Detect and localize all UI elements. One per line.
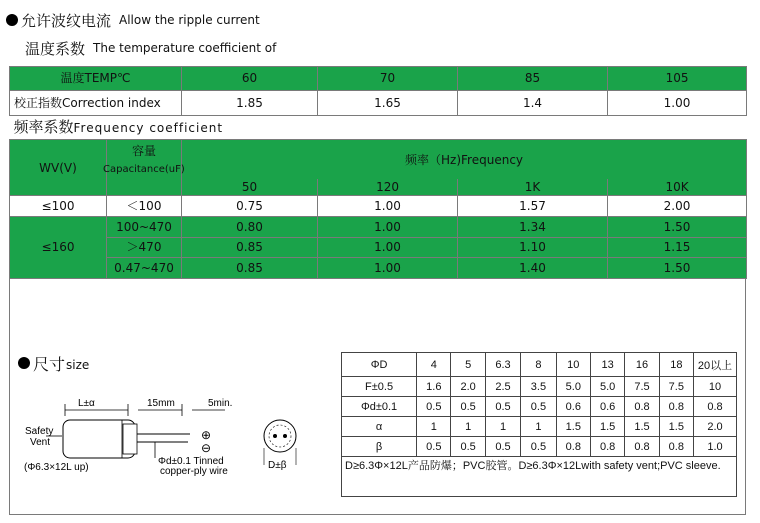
size-cell: 1.5 (625, 417, 659, 437)
correction-row-label: 校正指数Correction index (10, 90, 182, 115)
size-header-cell: 10 (556, 353, 590, 377)
size-cell: 3.5 (521, 377, 556, 397)
size-cell: 2.0 (451, 377, 485, 397)
size-cell: 0.5 (417, 437, 451, 457)
length-label: L±α (78, 398, 95, 409)
size-cell: 1 (485, 417, 520, 437)
table-row (10, 216, 747, 237)
table-row (342, 397, 737, 417)
size-heading-en: size (66, 357, 90, 372)
size-cell: 0.6 (590, 397, 624, 417)
ripple-heading-en: Allow the ripple current (119, 13, 260, 27)
size-range-label: (Φ6.3×12L up) (24, 462, 89, 473)
table-row (10, 258, 747, 279)
size-header-cell: 4 (417, 353, 451, 377)
ripple-heading-zh: 允许波纹电流 (21, 11, 112, 30)
size-cell: β (342, 437, 417, 457)
capacitor-seal (123, 424, 137, 454)
value-cell: 1.15 (608, 237, 747, 258)
temperature-cell: 60 (182, 67, 318, 91)
frequency-cell: 120 (318, 179, 458, 196)
temperature-heading-en: The temperature coefficient of (93, 41, 277, 55)
capacitance-header-en: Capacitance(uF) (103, 164, 185, 176)
value-cell: 1.50 (608, 258, 747, 279)
correction-cell: 1.00 (608, 90, 747, 115)
size-cell: 5.0 (590, 377, 624, 397)
value-cell: 1.57 (458, 196, 608, 217)
size-header-cell: 8 (521, 353, 556, 377)
temperature-heading (25, 38, 276, 58)
value-cell: 0.85 (182, 237, 318, 258)
top-view-diagram (255, 413, 310, 478)
wv-cell: ≤100 (10, 196, 107, 217)
size-heading (18, 352, 89, 374)
size-cell: 0.5 (521, 437, 556, 457)
frequency-header: 频率（Hz)Frequency (182, 140, 747, 179)
temperature-row-header: 温度TEMP℃ (10, 67, 182, 91)
size-cell: 10 (694, 377, 737, 397)
size-header-cell: 18 (659, 353, 693, 377)
frequency-cell: 50 (182, 179, 318, 196)
plus-icon: ⊕ (201, 428, 212, 442)
temperature-cell: 105 (608, 67, 747, 91)
value-cell: 1.00 (318, 237, 458, 258)
correction-cell: 1.65 (318, 90, 458, 115)
table-row (342, 417, 737, 437)
temperature-heading-zh: 温度系数 (25, 39, 86, 58)
size-cell: 0.5 (521, 397, 556, 417)
frequency-heading-en: Frequency coefficient (73, 121, 224, 135)
size-cell: 0.8 (625, 397, 659, 417)
size-cell: 2.0 (694, 417, 737, 437)
value-cell: 0.75 (182, 196, 318, 217)
correction-cell: 1.85 (182, 90, 318, 115)
size-header-cell: 6.3 (485, 353, 520, 377)
correction-row (10, 90, 747, 115)
capacitor-diagram (20, 392, 250, 487)
min-length-label: 5min. (208, 398, 233, 409)
value-cell: 1.50 (608, 216, 747, 237)
lead-dot-icon (273, 434, 277, 438)
temperature-header-row (10, 67, 747, 91)
wire-spec-label: Φd±0.1 Tinned (158, 456, 224, 467)
size-table (341, 352, 737, 497)
size-cell: 1 (451, 417, 485, 437)
size-cell: α (342, 417, 417, 437)
size-cell: 2.5 (485, 377, 520, 397)
safety-vent-label: Vent (30, 437, 51, 448)
capacitance-header (103, 140, 185, 196)
size-cell: 1 (521, 417, 556, 437)
lead-length-label: 15mm (147, 398, 175, 409)
safety-vent-label: Safety (25, 426, 54, 437)
bullet-icon (18, 357, 30, 369)
wire-spec-label: copper-ply wire (160, 466, 228, 477)
size-cell: 7.5 (659, 377, 693, 397)
capacitance-cell: ＞470 (107, 237, 182, 258)
bullet-icon (6, 14, 18, 26)
value-cell: 0.85 (182, 258, 318, 279)
size-cell: 0.6 (556, 397, 590, 417)
size-cell: 0.8 (659, 397, 693, 417)
size-header-cell: 16 (625, 353, 659, 377)
frequency-cell: 10K (608, 179, 747, 196)
size-cell: 7.5 (625, 377, 659, 397)
size-cell: 1 (417, 417, 451, 437)
capacitance-cell: 100~470 (107, 216, 182, 237)
value-cell: 1.10 (458, 237, 608, 258)
ripple-heading (6, 10, 260, 30)
table-row (342, 377, 737, 397)
size-header-cell: 20以上 (694, 353, 737, 377)
size-cell: 0.5 (417, 397, 451, 417)
frequency-heading-zh: 频率系数 (13, 118, 74, 136)
capacitance-cell: 0.47~470 (107, 258, 182, 279)
size-cell: 5.0 (556, 377, 590, 397)
table-row (10, 237, 747, 258)
value-cell: 1.00 (318, 216, 458, 237)
size-cell: F±0.5 (342, 377, 417, 397)
lead-dot-icon (283, 434, 287, 438)
wv-header: WV(V) (10, 140, 107, 196)
size-cell: Φd±0.1 (342, 397, 417, 417)
frequency-heading (10, 115, 747, 140)
size-cell: 0.5 (451, 437, 485, 457)
size-cell: 0.8 (590, 437, 624, 457)
capacitance-cell: ＜100 (107, 196, 182, 217)
value-cell: 1.00 (318, 258, 458, 279)
wv-cell: ≤160 (10, 216, 107, 278)
frequency-header-row (10, 140, 747, 179)
ripple-coefficient-table (9, 66, 747, 279)
size-cell: 1.0 (694, 437, 737, 457)
size-cell: 1.5 (659, 417, 693, 437)
frequency-heading-row (10, 115, 747, 140)
size-header-cell: ΦD (342, 353, 417, 377)
size-cell: 0.8 (556, 437, 590, 457)
correction-cell: 1.4 (458, 90, 608, 115)
temperature-cell: 70 (318, 67, 458, 91)
size-note: D≥6.3Φ×12L产品防爆；PVC胶管。D≥6.3Φ×12Lwith safety vent;PVC sleeve. (342, 457, 737, 497)
value-cell: 2.00 (608, 196, 747, 217)
size-heading-zh: 尺寸 (33, 354, 66, 374)
value-cell: 1.00 (318, 196, 458, 217)
table-row (342, 353, 737, 377)
frequency-cell: 1K (458, 179, 608, 196)
value-cell: 1.40 (458, 258, 608, 279)
value-cell: 0.80 (182, 216, 318, 237)
value-cell: 1.34 (458, 216, 608, 237)
diameter-label: D±β (268, 460, 287, 471)
size-cell: 0.8 (659, 437, 693, 457)
size-cell: 0.5 (485, 397, 520, 417)
size-cell: 0.5 (451, 397, 485, 417)
capacitance-header-zh: 容量 (132, 144, 157, 159)
table-row (10, 196, 747, 217)
temperature-cell: 85 (458, 67, 608, 91)
size-cell: 0.5 (485, 437, 520, 457)
size-cell: 1.6 (417, 377, 451, 397)
size-header-cell: 5 (451, 353, 485, 377)
table-row (342, 437, 737, 457)
size-cell: 1.5 (556, 417, 590, 437)
size-cell: 0.8 (625, 437, 659, 457)
minus-icon: ⊖ (201, 441, 212, 455)
size-cell: 1.5 (590, 417, 624, 437)
size-cell: 0.8 (694, 397, 737, 417)
table-row (342, 457, 737, 497)
size-header-cell: 13 (590, 353, 624, 377)
